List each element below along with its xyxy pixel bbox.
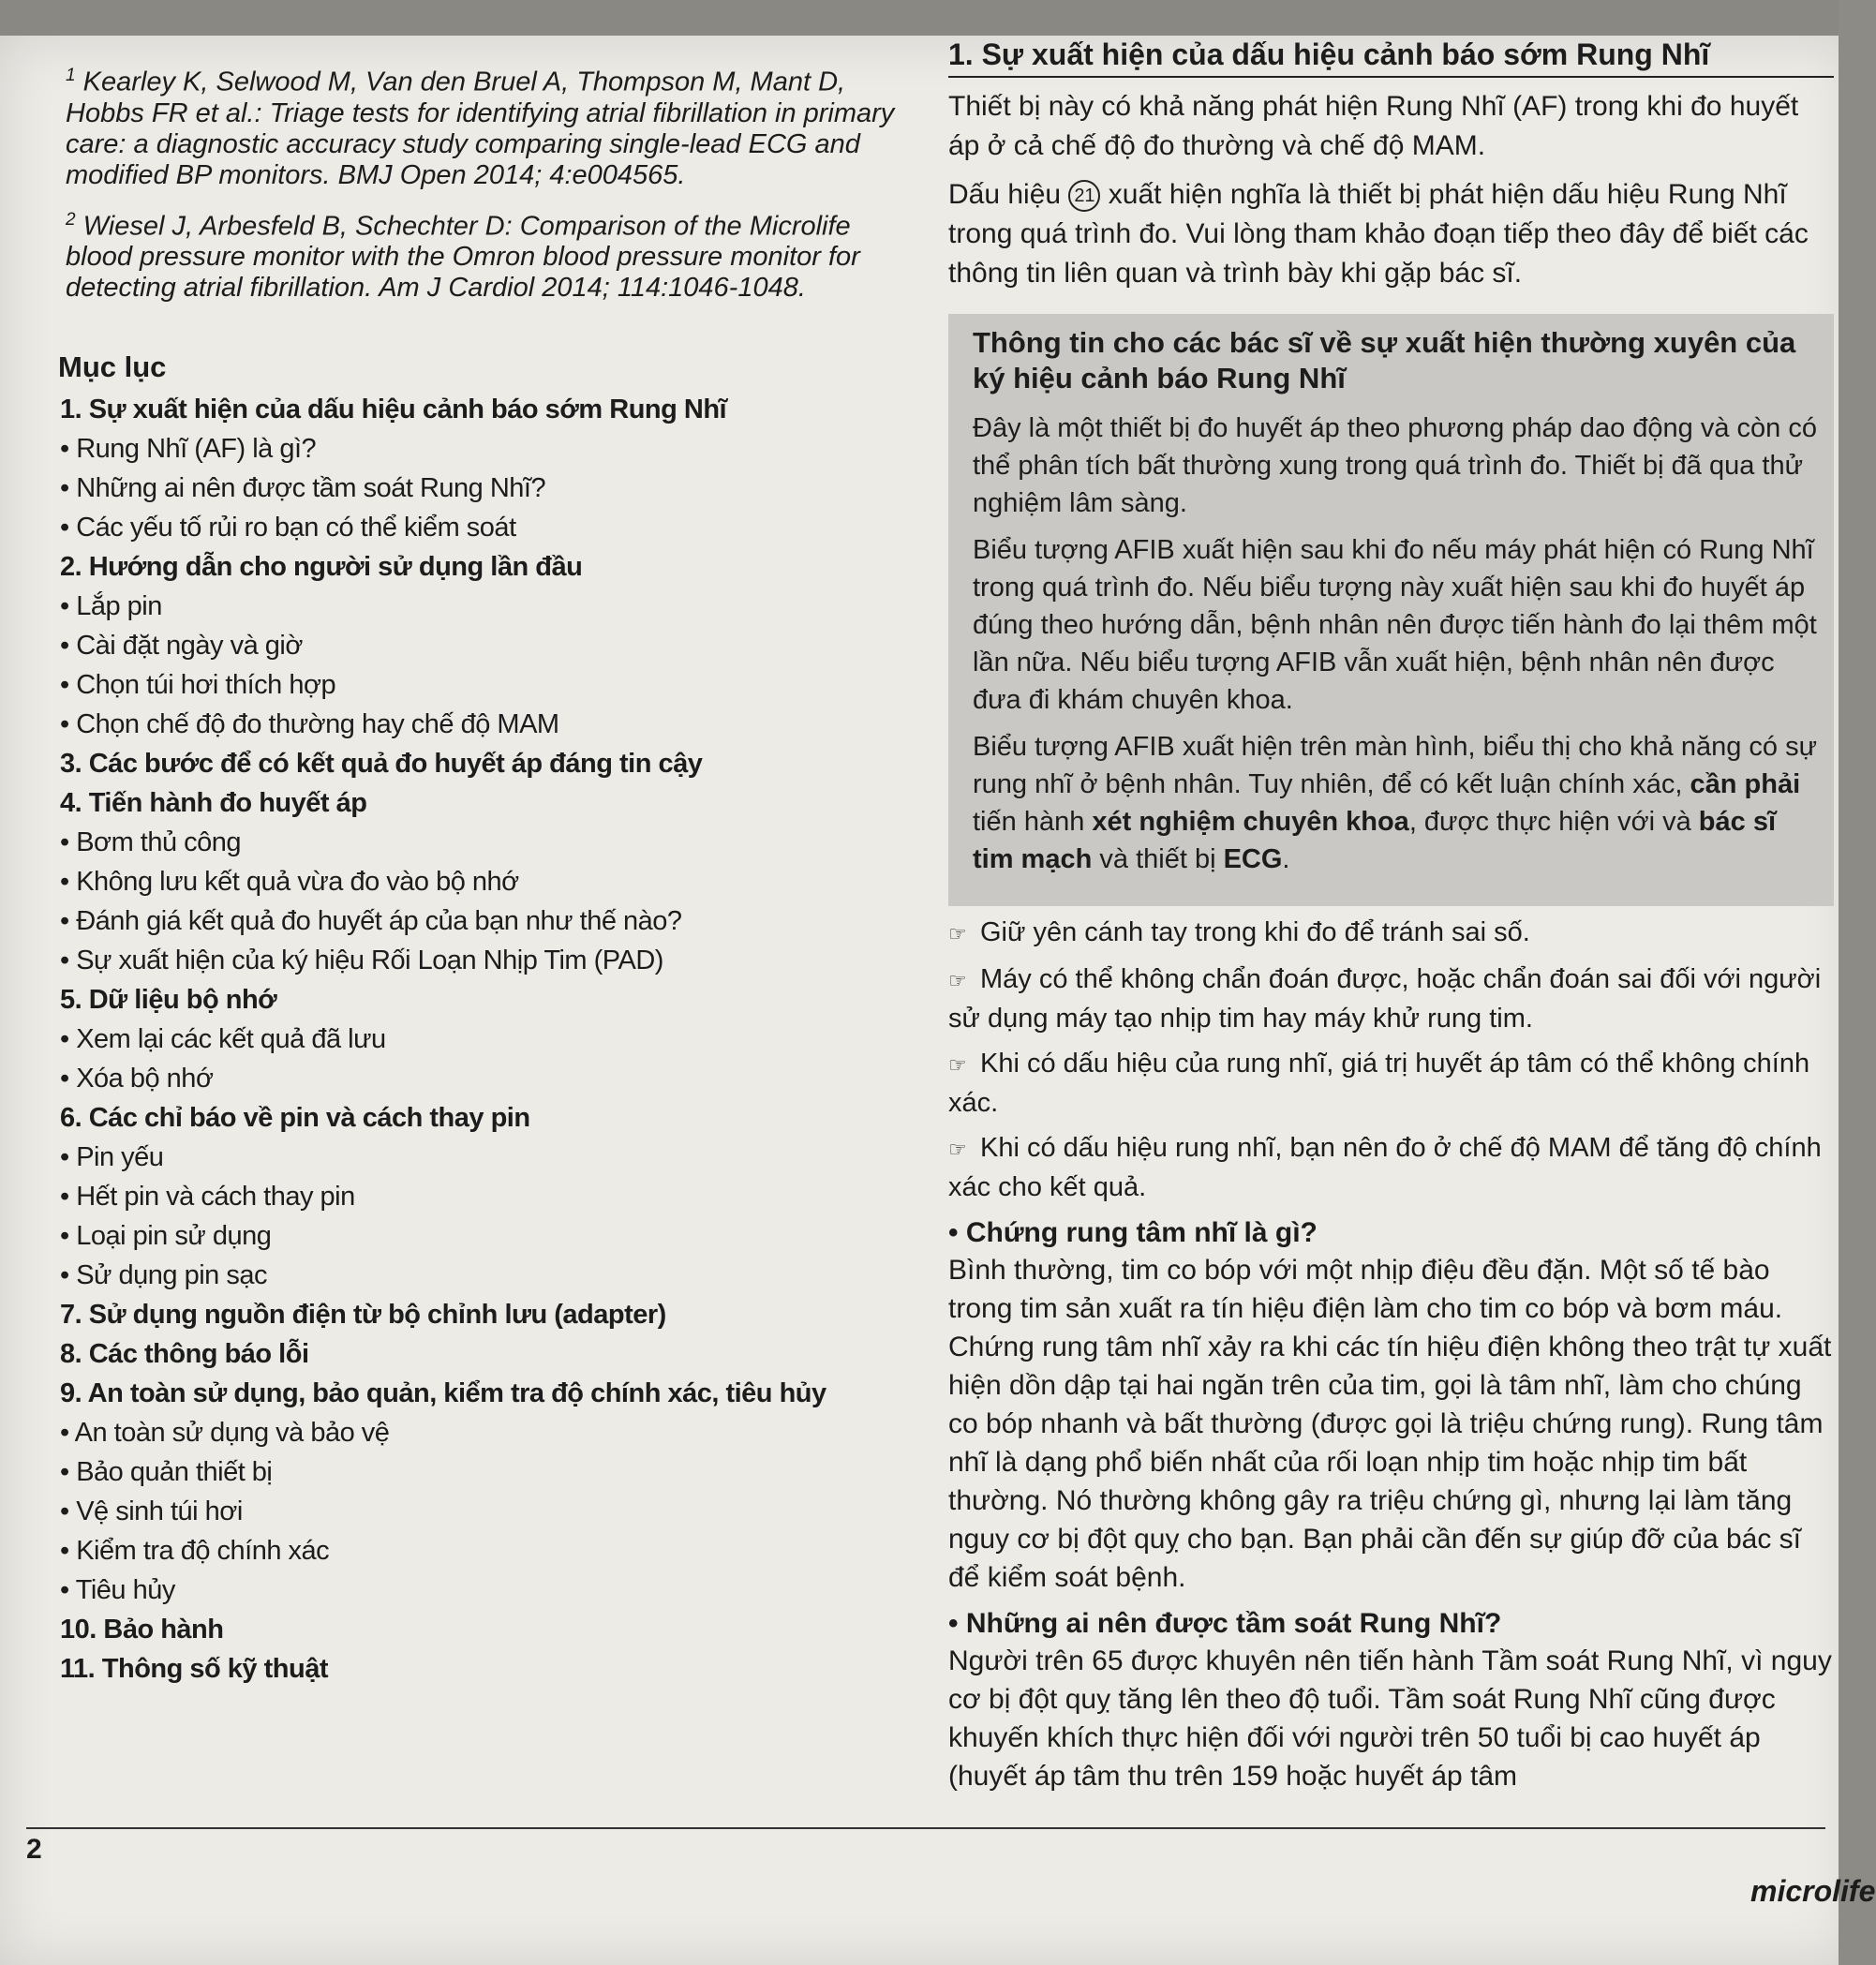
subsection-body-screening: Người trên 65 được khuyên nên tiến hành Tầm soát Rung Nhĩ, vì nguy cơ bị đột quỵ tăng lên theo độ tuổi. Tầm soát Rung Nhĩ cũng được khuyến khích thực hiện đối với người trên 50 tuổi bị cao huyết áp (huyết áp tâm thu trên 159 hoặc huyết áp tâm <box>948 1645 1832 1792</box>
page-number: 2 <box>26 1834 42 1865</box>
pointing-hand-icon: ☞ <box>948 922 967 945</box>
subsection-title-af: • Chứng rung tâm nhĩ là gì? <box>948 1217 1318 1248</box>
box-title: Thông tin cho các bác sĩ về sự xuất hiện thường xuyên của ký hiệu cảnh báo Rung Nhĩ <box>973 326 1796 394</box>
pointing-hand-icon: ☞ <box>948 1138 967 1161</box>
toc-heading: 11. Thông số kỹ thuật <box>60 1654 328 1685</box>
toc-item: • Chọn chế độ đo thường hay chế độ MAM <box>60 709 559 740</box>
toc-item: • Lắp pin <box>60 591 162 622</box>
subsection-body-af: Bình thường, tim co bóp với một nhịp điệu đều đặn. Một số tế bào trong tim sản xuất ra tín hiệu điện làm cho tim co bóp và bơm máu. Chứng rung tâm nhĩ xảy ra khi các tín hiệu điện không theo trật tự xuất hiện dồn dập tại hai ngăn trên của tim, gọi là tâm nhĩ, làm cho chúng co bóp nhanh và bất thường (được gọi là triệu chứng rung). Rung tâm nhĩ là dạng phổ biến nhất của rối loạn nhịp tim hoặc nhịp tim bất thường. Nó thường không gây ra triệu chứng gì, nhưng lại làm tăng nguy cơ bị đột quỵ cho bạn. Bạn phải cần đến sự giúp đỡ của bác sĩ để kiểm soát bệnh. <box>948 1255 1832 1593</box>
section-intro: Thiết bị này có khả năng phát hiện Rung Nhĩ (AF) trong khi đo huyết áp ở cả chế độ đo thường và chế độ MAM. <box>948 91 1799 161</box>
toc-heading: 9. An toàn sử dụng, bảo quản, kiểm tra độ chính xác, tiêu hủy <box>60 1378 826 1409</box>
toc-item: • Loại pin sử dụng <box>60 1221 272 1252</box>
box-paragraph-3: Biểu tượng AFIB xuất hiện trên màn hình, biểu thị cho khả năng có sự rung nhĩ ở bệnh nhân. Tuy nhiên, để có kết luận chính xác, cần phải tiến hành xét nghiệm chuyên khoa, được thực hiện với và bác sĩ tim mạch và thiết bị ECG. <box>973 732 1817 874</box>
toc-heading: 2. Hướng dẫn cho người sử dụng lần đầu <box>60 552 583 583</box>
toc-item: • Các yếu tố rủi ro bạn có thể kiểm soát <box>60 513 516 543</box>
reference-2: $^2$ Wiesel J, Arbesfeld B, Schechter D: Comparison of the Microlife blood pressure monitor with the Omron blood pressure monitor for detecting atrial fibrillation. Am J Cardiol 2014; 114:1046-1048. <box>66 209 860 304</box>
toc-item: • Đánh giá kết quả đo huyết áp của bạn như thế nào? <box>60 906 682 937</box>
subsection-title-screening: • Những ai nên được tầm soát Rung Nhĩ? <box>948 1608 1502 1639</box>
pointing-hand-icon: ☞ <box>948 1053 967 1077</box>
toc-item: • Pin yếu <box>60 1142 164 1173</box>
brand-logo: microlife <box>1750 1874 1876 1908</box>
note-item: ☞ Máy có thể không chẩn đoán được, hoặc chẩn đoán sai đối với người sử dụng máy tạo nhịp tim hay máy khử rung tim. <box>948 964 1822 1034</box>
box-paragraph-1: Đây là một thiết bị đo huyết áp theo phương pháp dao động và còn có thể phân tích bất thường xung trong quá trình đo. Thiết bị đã qua thử nghiệm lâm sàng. <box>973 413 1817 518</box>
note-item: ☞ Giữ yên cánh tay trong khi đo để tránh sai số. <box>948 914 1834 953</box>
notes-list <box>948 914 1834 1206</box>
toc-heading: 6. Các chỉ báo về pin và cách thay pin <box>60 1103 530 1134</box>
toc-heading: 1. Sự xuất hiện của dấu hiệu cảnh báo sớm Rung Nhĩ <box>60 394 727 425</box>
toc-item: • Xem lại các kết quả đã lưu <box>60 1024 386 1055</box>
toc-item: • Chọn túi hơi thích hợp <box>60 670 336 701</box>
note-item: ☞ Khi có dấu hiệu rung nhĩ, bạn nên đo ở chế độ MAM để tăng độ chính xác cho kết quả. <box>948 1133 1822 1202</box>
toc-heading: 5. Dữ liệu bộ nhớ <box>60 985 277 1016</box>
toc-item: • Không lưu kết quả vừa đo vào bộ nhớ <box>60 867 519 898</box>
pointing-hand-icon: ☞ <box>948 969 967 992</box>
toc-item: • Bơm thủ công <box>60 827 242 858</box>
toc-item: • Rung Nhĩ (AF) là gì? <box>60 434 317 465</box>
toc-item: • Sự xuất hiện của ký hiệu Rối Loạn Nhịp Tim (PAD) <box>60 945 663 976</box>
toc-item: • Bảo quản thiết bị <box>60 1457 273 1488</box>
toc-heading: 10. Bảo hành <box>60 1615 224 1645</box>
toc-title: Mục lục <box>58 350 167 384</box>
toc-item: • Kiểm tra độ chính xác <box>60 1536 330 1567</box>
doctor-info-box <box>948 314 1834 906</box>
afib-symbol-icon: 21 <box>1068 180 1100 212</box>
toc-heading: 4. Tiến hành đo huyết áp <box>60 788 367 819</box>
right-column <box>948 37 1834 1801</box>
toc-item: • Sử dụng pin sạc <box>60 1260 267 1291</box>
footer-divider <box>26 1827 1825 1829</box>
toc-heading: 7. Sử dụng nguồn điện từ bộ chỉnh lưu (adapter) <box>60 1300 666 1331</box>
toc-item: • Những ai nên được tầm soát Rung Nhĩ? <box>60 473 546 504</box>
table-of-contents <box>52 390 896 1689</box>
note-item: ☞ Khi có dấu hiệu của rung nhĩ, giá trị huyết áp tâm có thể không chính xác. <box>948 1049 1810 1118</box>
background-right <box>1839 0 1876 1965</box>
toc-heading: 3. Các bước để có kết quả đo huyết áp đáng tin cậy <box>60 749 703 780</box>
toc-item: • An toàn sử dụng và bảo vệ <box>60 1418 390 1449</box>
toc-item: • Tiêu hủy <box>60 1575 175 1606</box>
box-paragraph-2: Biểu tượng AFIB xuất hiện sau khi đo nếu máy phát hiện có Rung Nhĩ trong quá trình đo. Nếu biểu tượng này xuất hiện sau khi đo huyết áp đúng theo hướng dẫn, bệnh nhân nên được tiến hành đo lại thêm một lần nữa. Nếu biểu tượng AFIB vẫn xuất hiện, bệnh nhân nên được đưa đi khám chuyên khoa. <box>973 535 1817 715</box>
reference-1: $^1$ Kearley K, Selwood M, Van den Bruel A, Thompson M, Mant D, Hobbs FR et al.: Triage tests for identifying atrial fibrillation in primary care: a diagnostic accuracy study comparing single-lead ECG and modified BP monitors. BMJ Open 2014; 4:e004565. <box>66 66 895 190</box>
section-title: 1. Sự xuất hiện của dấu hiệu cảnh báo sớm Rung Nhĩ <box>948 37 1834 78</box>
toc-item: • Hết pin và cách thay pin <box>60 1182 355 1213</box>
left-column <box>52 60 896 1689</box>
section-symbol-paragraph: Dấu hiệu 21 xuất hiện nghĩa là thiết bị phát hiện dấu hiệu Rung Nhĩ trong quá trình đo. Vui lòng tham khảo đoạn tiếp theo đây để biết các thông tin liên quan và trình bày khi gặp bác sĩ. <box>948 179 1809 289</box>
toc-item: • Xóa bộ nhớ <box>60 1064 214 1094</box>
toc-item: • Cài đặt ngày và giờ <box>60 631 303 662</box>
toc-item: • Vệ sinh túi hơi <box>60 1496 243 1527</box>
toc-heading: 8. Các thông báo lỗi <box>60 1339 309 1370</box>
